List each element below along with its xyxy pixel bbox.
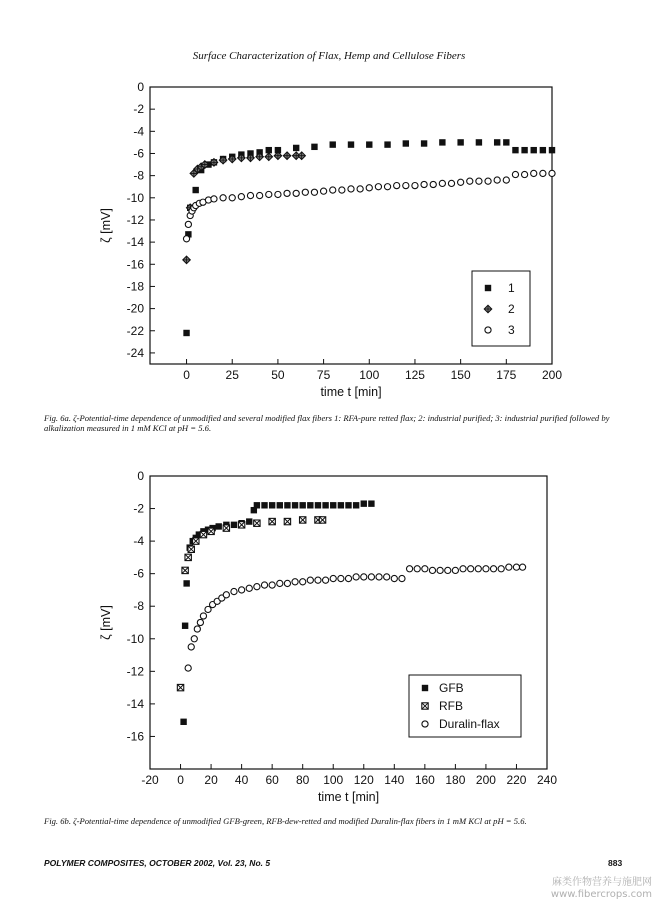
data-point	[368, 500, 374, 506]
data-point	[292, 579, 298, 585]
data-point	[452, 567, 458, 573]
x-tick-label: 20	[204, 773, 218, 787]
y-tick-label: -10	[126, 190, 144, 205]
data-point	[261, 502, 267, 508]
data-point	[239, 587, 245, 593]
data-point	[246, 518, 252, 524]
legend-label: 3	[508, 323, 515, 337]
y-tick-label: -16	[126, 729, 144, 744]
data-point	[284, 580, 290, 586]
data-point	[338, 575, 344, 581]
y-axis-label: ζ [mV]	[99, 605, 113, 640]
x-tick-label: 0	[177, 773, 184, 787]
data-point	[261, 582, 267, 588]
data-point	[177, 684, 183, 690]
data-point	[188, 546, 194, 552]
data-point	[231, 522, 237, 528]
data-point	[353, 574, 359, 580]
data-point	[254, 520, 260, 526]
watermark-line-2: www.fibercrops.com	[550, 889, 652, 900]
data-point	[319, 517, 325, 523]
data-point	[322, 577, 328, 583]
data-point	[345, 575, 351, 581]
data-point	[361, 500, 367, 506]
x-tick-label: 80	[296, 773, 310, 787]
x-tick-label: 60	[265, 773, 279, 787]
figure-6b-caption: Fig. 6b. ζ-Potential-time dependence of unmodified GFB-green, RFB-dew-retted and modified Duralin-flax fibers in 1 mM KCl at pH = 5.6.	[44, 816, 527, 826]
data-point	[269, 502, 275, 508]
running-head: Surface Characterization of Flax, Hemp and Cellulose Fibers	[192, 50, 466, 62]
data-point	[197, 619, 203, 625]
data-point	[200, 613, 206, 619]
y-tick-label: -6	[133, 566, 144, 581]
y-tick-label: -24	[126, 345, 144, 360]
data-point	[437, 567, 443, 573]
y-tick-label: -12	[126, 212, 144, 227]
x-tick-label: 175	[496, 368, 517, 382]
data-point	[191, 636, 197, 642]
data-point	[182, 623, 188, 629]
legend-label: 2	[508, 302, 515, 316]
legend-label: GFB	[439, 681, 464, 695]
legend-label: RFB	[439, 699, 463, 713]
data-point	[269, 582, 275, 588]
data-point	[368, 574, 374, 580]
legend-label: 1	[508, 281, 515, 295]
y-tick-label: -6	[133, 146, 144, 161]
x-tick-label: 25	[225, 368, 239, 382]
data-point	[483, 566, 489, 572]
data-point	[399, 575, 405, 581]
data-point	[185, 554, 191, 560]
data-point	[345, 502, 351, 508]
data-point	[376, 574, 382, 580]
data-point	[300, 579, 306, 585]
data-point	[384, 574, 390, 580]
data-point	[338, 502, 344, 508]
x-tick-label: 140	[384, 773, 405, 787]
y-tick-label: -2	[133, 102, 144, 117]
data-point	[254, 502, 260, 508]
legend	[409, 675, 521, 737]
x-tick-label: 125	[404, 368, 425, 382]
x-tick-label: 100	[323, 773, 344, 787]
y-tick-label: -16	[126, 257, 144, 272]
data-point	[284, 502, 290, 508]
data-point	[315, 502, 321, 508]
y-tick-label: -20	[126, 301, 144, 316]
data-point	[406, 566, 412, 572]
data-point	[200, 531, 206, 537]
data-point	[299, 517, 305, 523]
legend-marker	[422, 721, 428, 727]
x-tick-label: 150	[450, 368, 471, 382]
y-tick-label: -4	[133, 124, 144, 139]
data-point	[194, 626, 200, 632]
data-point	[361, 574, 367, 580]
data-point	[445, 567, 451, 573]
x-tick-label: 240	[536, 773, 558, 787]
data-point	[231, 588, 237, 594]
data-point	[183, 580, 189, 586]
x-tick-label: 180	[445, 773, 466, 787]
legend-marker	[422, 685, 428, 691]
data-point	[513, 564, 519, 570]
watermark-line-1: 麻类作物营养与施肥网	[552, 877, 652, 888]
data-point	[223, 592, 229, 598]
y-tick-label: -14	[126, 696, 144, 711]
footer-journal: POLYMER COMPOSITES, OCTOBER 2002, Vol. 23, No. 5	[44, 858, 271, 868]
data-point	[490, 566, 496, 572]
data-point	[460, 566, 466, 572]
watermark	[551, 877, 652, 901]
y-axis-label: ζ [mV]	[99, 208, 113, 243]
x-tick-label: 75	[316, 368, 331, 382]
data-point	[238, 522, 244, 528]
x-tick-label: 100	[359, 368, 380, 382]
x-tick-label: 0	[183, 368, 190, 382]
data-point	[353, 502, 359, 508]
x-tick-label: 200	[541, 368, 563, 382]
data-point	[185, 665, 191, 671]
data-point	[307, 577, 313, 583]
x-tick-label: 160	[414, 773, 435, 787]
data-point	[429, 567, 435, 573]
data-point	[269, 518, 275, 524]
data-point	[391, 575, 397, 581]
data-point	[292, 502, 298, 508]
data-point	[475, 566, 481, 572]
data-point	[330, 575, 336, 581]
data-point	[193, 538, 199, 544]
data-point	[468, 566, 474, 572]
data-point	[180, 719, 186, 725]
data-point	[498, 566, 504, 572]
data-point	[422, 566, 428, 572]
y-tick-label: -8	[133, 599, 144, 614]
y-tick-label: -4	[133, 534, 144, 549]
y-tick-label: -22	[126, 323, 144, 338]
data-point	[208, 528, 214, 534]
y-tick-label: -12	[126, 664, 144, 679]
x-axis-label: time t [min]	[320, 385, 382, 399]
y-tick-label: -10	[126, 631, 144, 646]
data-point	[188, 644, 194, 650]
data-point	[519, 564, 525, 570]
chart-b	[99, 469, 557, 804]
data-point	[315, 577, 321, 583]
x-tick-label: 120	[353, 773, 374, 787]
data-point	[223, 525, 229, 531]
series-RFB	[177, 517, 325, 691]
data-point	[414, 566, 420, 572]
figure-6a-caption: Fig. 6a. ζ-Potential-time dependence of unmodified and several modified flax fibers 1: RFA-pure retted flax; 2: industrial purified; 3: industrial purified followed by alkalization measured in 1 mM KCl at pH = 5.6.	[44, 413, 610, 433]
y-tick-label: -8	[133, 168, 144, 183]
legend-marker	[422, 703, 428, 709]
data-point	[322, 502, 328, 508]
data-point	[246, 585, 252, 591]
x-tick-label: 50	[271, 368, 285, 382]
x-tick-label: 200	[475, 773, 496, 787]
y-tick-label: 0	[137, 469, 144, 483]
y-tick-label: -2	[133, 501, 144, 516]
footer-page-number: 883	[608, 858, 623, 868]
y-tick-label: -14	[126, 235, 144, 250]
data-point	[330, 502, 336, 508]
data-point	[216, 523, 222, 529]
data-point	[277, 502, 283, 508]
data-point	[277, 580, 283, 586]
x-tick-label: -20	[141, 773, 159, 787]
data-point	[299, 502, 305, 508]
data-point	[254, 584, 260, 590]
x-tick-label: 40	[234, 773, 249, 787]
data-point	[182, 567, 188, 573]
y-tick-label: 0	[137, 80, 144, 94]
x-tick-label: 220	[506, 773, 527, 787]
x-axis-label: time t [min]	[317, 790, 380, 804]
legend-label: Duralin-flax	[439, 717, 500, 731]
y-tick-label: -18	[126, 279, 144, 294]
data-point	[307, 502, 313, 508]
data-point	[284, 518, 290, 524]
series-Duralin-flax	[185, 564, 526, 671]
data-point	[506, 564, 512, 570]
